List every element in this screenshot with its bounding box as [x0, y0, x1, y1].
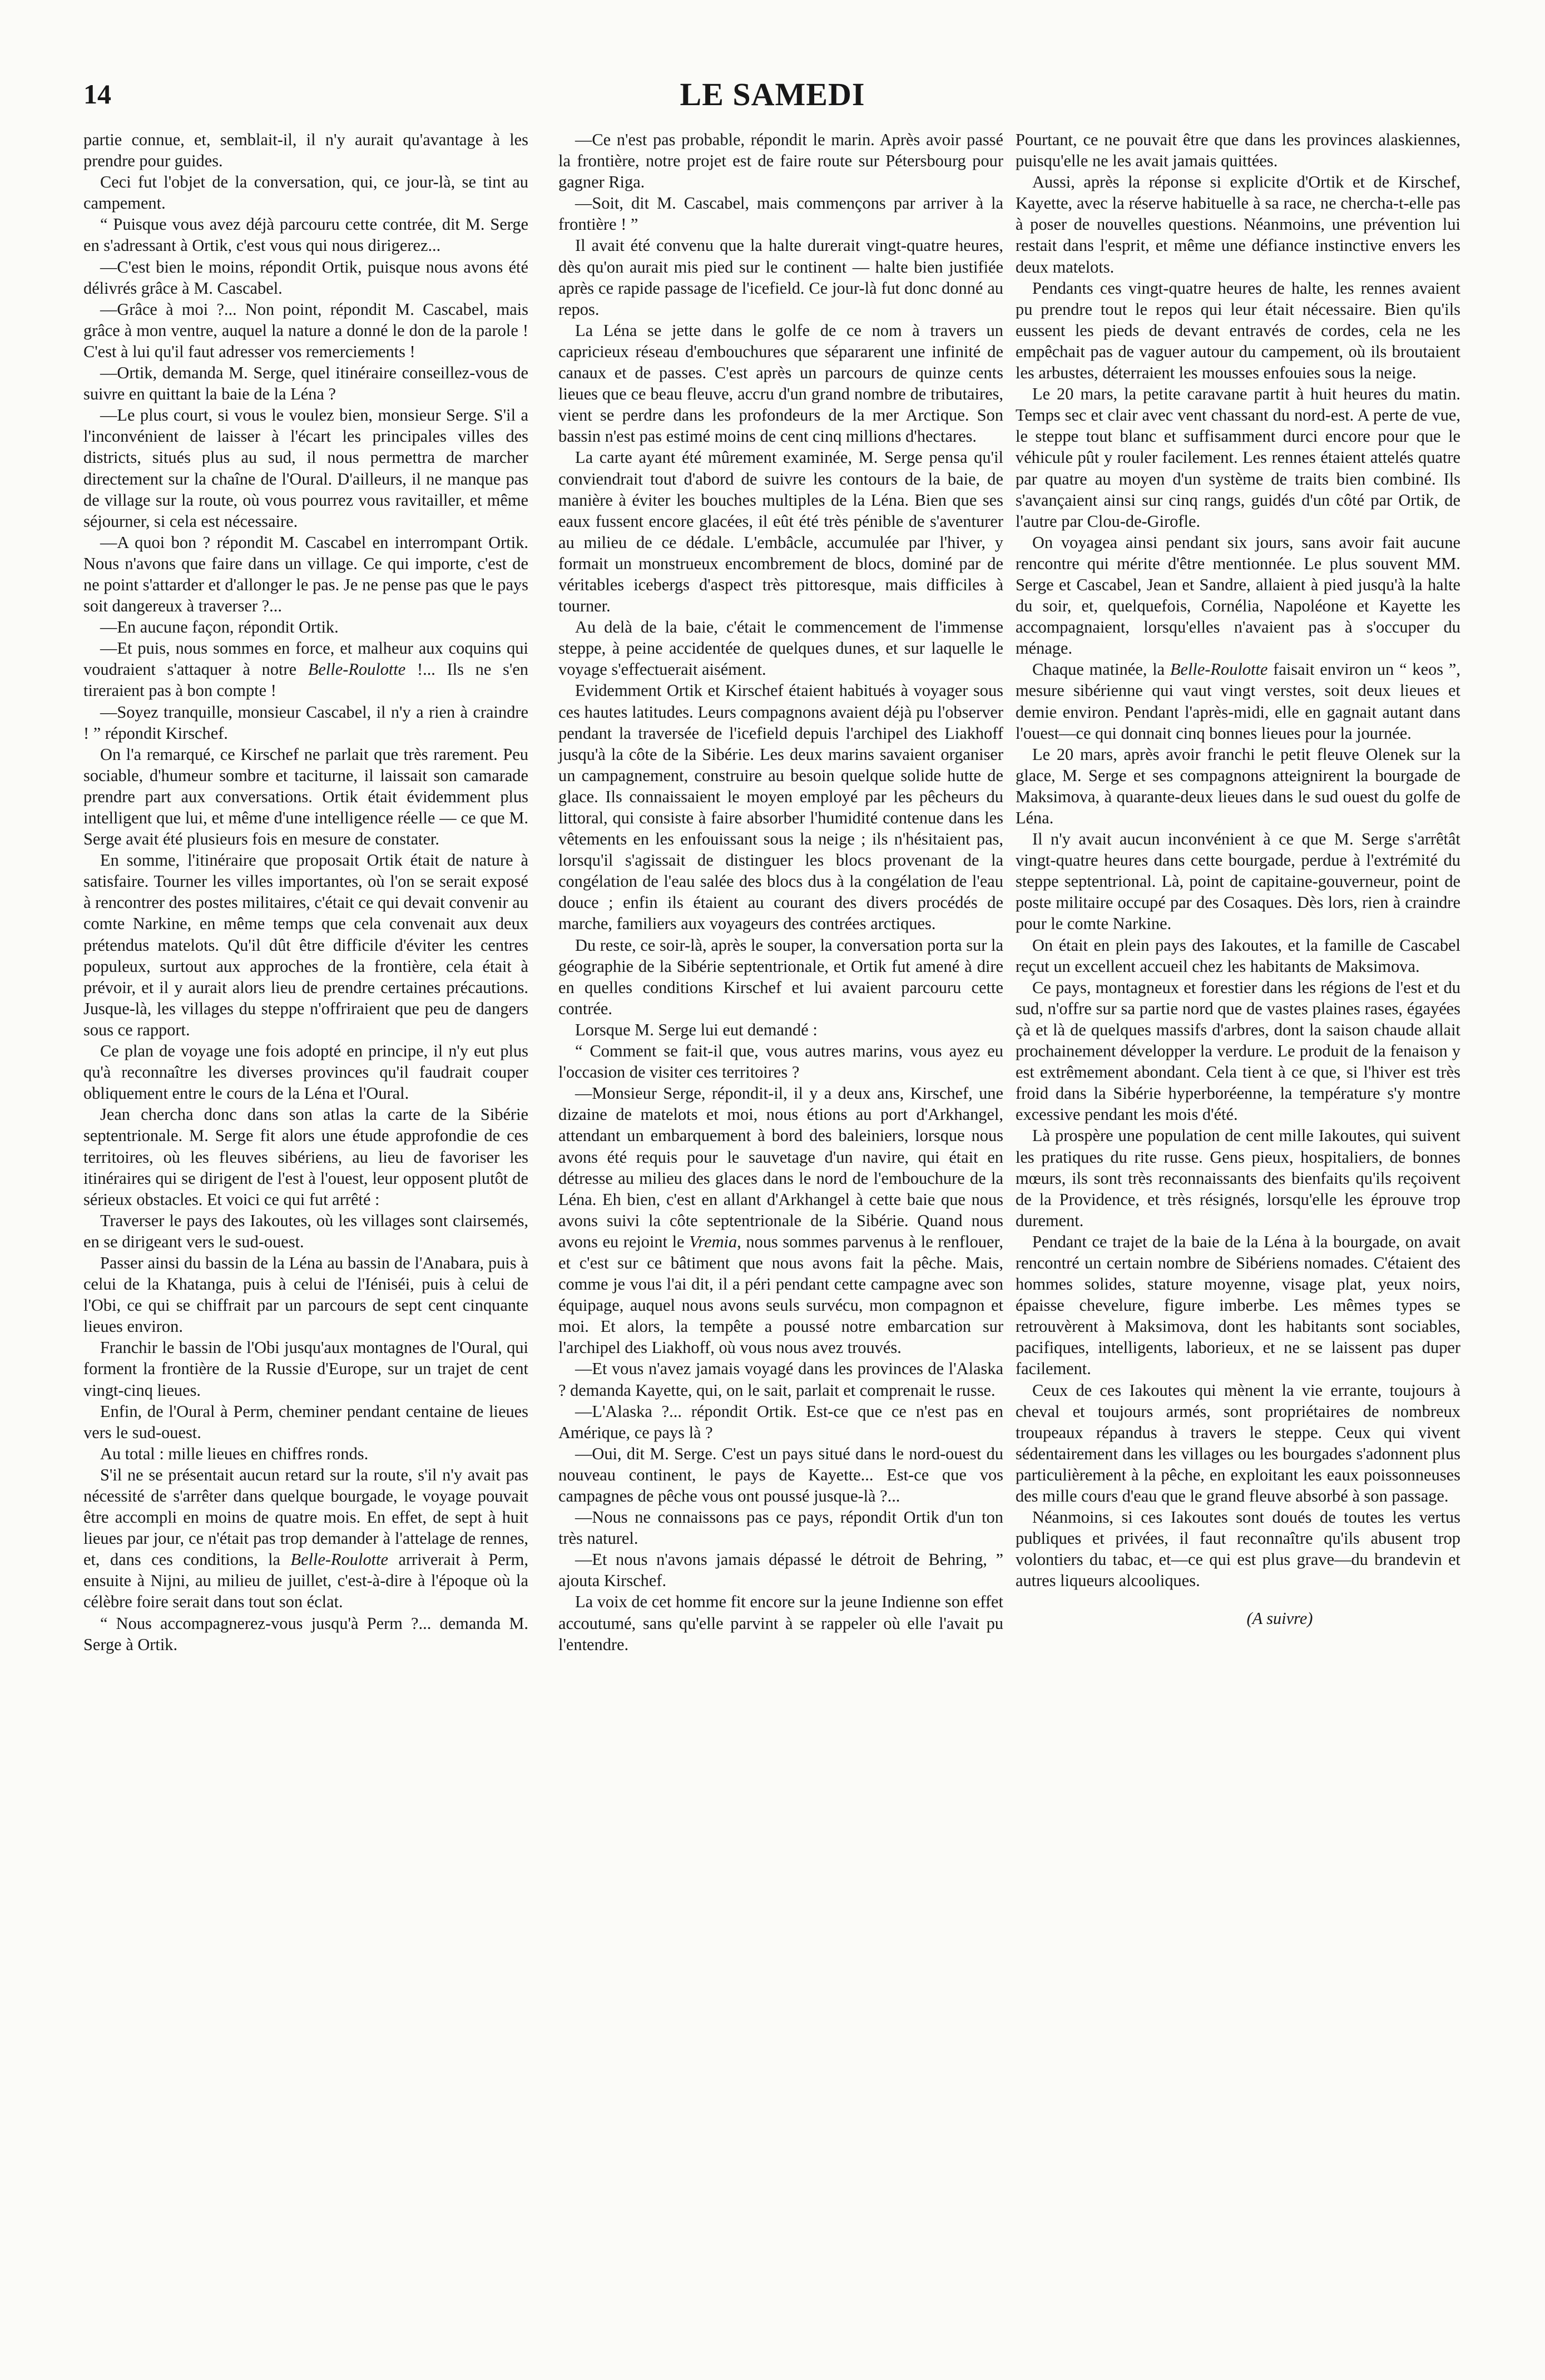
paragraph: —Et vous n'avez jamais voyagé dans les provinces de l'Alaska ? demanda Kayette, qui, on le sait, parlait et comprenait le russe. — [558, 1359, 1003, 1400]
to-be-continued — [1016, 1608, 1460, 1629]
paragraph: Là prospère une population de cent mille Iakoutes, qui suivent les pratiques du rite russe. Gens pieux, hospitaliers, de bonnes mœurs, ils sont très reconnaissants des bienfaits qu'ils reçoivent de la Providence, et très résignés, lorsqu'elle les éprouve trop durement. — [1016, 1126, 1460, 1230]
paragraph: Ce pays, montagneux et forestier dans les régions de l'est et du sud, n'offre sur sa partie nord que de vastes plaines rases, égayées çà et là de quelques massifs d'arbres, dont la saison chaude allait prochainement développer la verdure. Le produit de la fenaison y est extrêmement abondant. Cela tient à ce que, si l'hiver est très froid dans la Sibérie hyperboréenne, la température s'y montre excessive pendant les mois d'été. — [1016, 977, 1460, 1124]
paragraph: —Grâce à moi ?... Non point, répondit M. Cascabel, mais grâce à mon ventre, auquel la nature a donné le don de la parole ! C'est à lui qu'il faut adresser vos remerciements ! — [83, 299, 528, 361]
paragraph: “ Nous accompagnerez-vous jusqu'à Perm ?... demanda M. Serge à Ortik. — [83, 1613, 528, 1654]
page-number: 14 — [83, 78, 111, 110]
paragraph: Néanmoins, si ces Iakoutes sont doués de toutes les vertus publiques et privées, il faut reconnaître qu'ils abusent trop volontiers du tabac, et—ce qui est plus grave—du brandevin et autres liqueurs alcooliques. — [1016, 1508, 1460, 1591]
paragraph: —Ce n'est pas probable, répondit le marin. Après avoir passé la frontière, notre projet est de faire route sur Pétersbourg pour gagner Riga. — [558, 130, 1003, 192]
paragraph: Passer ainsi du bassin de la Léna au bassin de l'Anabara, puis à celui de la Khatanga, puis à celui de l'Iéniséi, puis à celui de l'Obi, ce qui se chiffrait par un parcours de sept cent cinquante lieues environ. — [83, 1253, 528, 1336]
paragraph: Enfin, de l'Oural à Perm, cheminer pendant centaine de lieues vers le sud-ouest. — [83, 1401, 528, 1442]
paragraph: “ Puisque vous avez déjà parcouru cette contrée, dit M. Serge en s'adressant à Ortik, c'est vous qui nous dirigerez... — [83, 215, 528, 255]
paragraph: —Et nous n'avons jamais dépassé le détroit de Behring, ” ajouta Kirschef. — [558, 1550, 1003, 1591]
paragraph: Pendant ce trajet de la baie de la Léna à la bourgade, on avait rencontré un certain nombre de Sibériens nomades. C'étaient des hommes solides, stature moyenne, visage plat, yeux noirs, épaisse chevelure, figure imberbe. Les mêmes types se retrouvèrent à Maksimova, dont les habitants sont sociables, pacifiques, intelligents, laborieux, et ne se laissent pas duper facilement. — [1016, 1232, 1460, 1379]
paragraph: —En aucune façon, répondit Ortik. — [100, 618, 339, 637]
text-column-3 — [1016, 129, 1460, 2327]
paragraph: “ Comment se fait-il que, vous autres marins, vous ayez eu l'occasion de visiter ces territoires ? — [558, 1041, 1003, 1082]
paragraph: On était en plein pays des Iakoutes, et la famille de Cascabel reçut un excellent accueil chez les habitants de Maksimova. — [1016, 935, 1460, 976]
paragraph: —C'est bien le moins, répondit Ortik, puisque nous avons été délivrés grâce à M. Cascabel. — [83, 257, 528, 298]
paragraph: partie connue, et, semblait-il, il n'y aurait qu'avantage à les prendre pour guides. — [83, 130, 528, 171]
paragraph: —Ortik, demanda M. Serge, quel itinéraire conseillez-vous de suivre en quittant la baie de la Léna ? — [83, 363, 528, 404]
paragraph: Au delà de la baie, c'était le commencement de l'immense steppe, à peine accidentée de quelques dunes, et sur laquelle le voyage s'effectuerait aisément. — [558, 618, 1003, 679]
paragraph: —Le plus court, si vous le voulez bien, monsieur Serge. S'il a l'inconvénient de laisser à l'écart les principales villes des districts, situés plus au sud, il nous permettra de marcher directement sur la chaîne de l'Oural. D'ailleurs, il ne manque pas de village sur la route, où vous pourrez vous ravitailler, et même séjourner, si cela est nécessaire. — [83, 406, 528, 531]
publication-title: LE SAMEDI — [680, 76, 865, 112]
paragraph: —Monsieur Serge, répondit-il, il y a deux ans, Kirschef, une dizaine de matelots et moi, nous étions au port d'Arkhangel, attendant un embarquement à bord des baleiniers, lorsque nous avons été requis pour le sauvetage d'un navire, qui était en détresse au milieu des glaces dans le nord de l'embouchure de la Léna. Eh bien, c'est en allant d'Arkhangel à cette baie que nous avons suivi la côte septentrionale de la Sibérie. Quand nous avons eu rejoint le Vremia, nous sommes parvenus à le renflouer, et c'est sur ce bâtiment que nous avons fait la pêche. Mais, comme je vous l'ai dit, il a péri pendant cette campagne avec son équipage, auquel nous avons seuls survécu, mon compagnon et moi. Et alors, la tempête a poussé notre embarcation sur l'archipel des Liakhoff, où vous nous avez trouvés. — [558, 1084, 1003, 1357]
paragraph: Du reste, ce soir-là, après le souper, la conversation porta sur la géographie de la Sibérie septentrionale, et Ortik fut amené à dire en quelles conditions Kirschef et lui avaient parcouru cette contrée. — [558, 935, 1003, 1018]
paragraph: Ce plan de voyage une fois adopté en principe, il n'y eut plus qu'à reconnaître les diverses provinces qu'il faudrait couper obliquement entre le cours de la Léna et l'Oural. — [83, 1041, 528, 1103]
paragraph: Traverser le pays des Iakoutes, où les villages sont clairsemés, en se dirigeant vers le sud-ouest. — [83, 1211, 528, 1251]
paragraph: Il n'y avait aucun inconvénient à ce que M. Serge s'arrêtât vingt-quatre heures dans cette bourgade, perdue à l'extrémité du steppe septentrional. Là, point de capitaine-gouverneur, point de poste militaire occupé par des Cosaques. Dès lors, rien à craindre pour le comte Narkine. — [1016, 829, 1460, 934]
paragraph: —Soyez tranquille, monsieur Cascabel, il n'y a rien à craindre ! ” répondit Kirschef. — [83, 702, 528, 743]
paragraph: —Soit, dit M. Cascabel, mais commençons par arriver à la frontière ! ” — [558, 194, 1003, 234]
text-column-2 — [558, 129, 1003, 2327]
paragraph: Ceci fut l'objet de la conversation, qui, ce jour-là, se tint au campement. — [83, 172, 528, 213]
paragraph: Jean chercha donc dans son atlas la carte de la Sibérie septentrionale. M. Serge fit alors une étude approfondie de ces territoires, où les fleuves sibériens, au lieu de favoriser les itinéraires qui se dirigent de l'est à l'ouest, leur opposent plutôt de sérieux obstacles. Et voici ce qui fut arrêté : — [83, 1105, 528, 1209]
paragraph: —Oui, dit M. Serge. C'est un pays situé dans le nord-ouest du nouveau continent, le pays de Kayette... Est-ce que vos campagnes de pêche vous ont poussé jusque-là ?... — [558, 1444, 1003, 1505]
paragraph: La Léna se jette dans le golfe de ce nom à travers un capricieux réseau d'embouchures que sépararent une infinité de canaux et de passes. C'est après un parcours de quinze cents lieues que ce beau fleuve, accru d'un grand nombre de tributaires, vient se perdre dans les profondeurs de la mer Arctique. Son bassin n'est pas estimé moins de cent cinq millions d'hectares. — [558, 320, 1003, 446]
paragraph: Le 20 mars, la petite caravane partit à huit heures du matin. Temps sec et clair avec vent chassant du nord-est. A perte de vue, le steppe tout blanc et suffisamment durci encore pour que le véhicule pût y rouler facilement. Les rennes étaient attelés quatre par quatre au moyen d'un système de traits bien combiné. Ils s'avançaient ainsi sur cinq rangs, guidés d'un côté par Ortik, de l'autre par Clou-de-Girofle. — [1016, 384, 1460, 531]
paragraph: Franchir le bassin de l'Obi jusqu'aux montagnes de l'Oural, qui forment la frontière de la Russie d'Europe, sur un trajet de cent vingt-cinq lieues. — [83, 1338, 528, 1400]
paragraph: La carte ayant été mûrement examinée, M. Serge pensa qu'il conviendrait tout d'abord de suivre les contours de la baie, de manière à éviter les bouches multiples de la Léna. Bien que ses eaux fussent encore glacées, il eût été très pénible de s'aventurer au milieu de ce dédale. L'embâcle, accumulée par l'hiver, y formait un monstrueux encombrement de blocs, dominé par de véritables icebergs d'aspect très pittoresque, mais difficiles à tourner. — [558, 448, 1003, 616]
paragraph: On voyagea ainsi pendant six jours, sans avoir fait aucune rencontre qui mérite d'être mentionnée. Le plus souvent MM. Serge et Cascabel, Jean et Sandre, allaient à pied jusqu'à la halte du soir, et, quelquefois, Cornélia, Napoléone et Kayette les accompagnaient, lorsqu'elles n'avaient pas à s'occuper du ménage. — [1016, 532, 1460, 658]
paragraph: En somme, l'itinéraire que proposait Ortik était de nature à satisfaire. Tourner les villes importantes, où l'on se serait exposé à rencontrer des postes militaires, c'était ce qui devait convenir au comte Narkine, en même temps que cela convenait aux deux prétendus matelots. Qu'il dût être difficile d'éviter les centres populeux, surtout aux approches de la frontière, cela était à prévoir, et il y aurait alors lieu de prendre certaines précautions. Jusque-là, les villages du steppe n'offriraient que peu de dangers sous ce rapport. — [83, 851, 528, 1039]
paragraph: Evidemment Ortik et Kirschef étaient habitués à voyager sous ces hautes latitudes. Leurs compagnons avaient déjà pu l'observer pendant la traversée de l'icefield depuis l'archipel des Liakhoff jusqu'à la côte de la Sibérie. Les deux marins savaient organiser un campagnement, construire au besoin quelque solide hutte de glace. Ils connaissaient le moyen employé par les pêcheurs du littoral, qui consiste à faire absorber l'humidité contenue dans les vêtements en les enfouissant sous la neige ; ils n'hésitaient pas, lorsqu'il s'agissait de distinguer les blocs provenant de la congélation de l'eau salée des blocs dus à la congélation de l'eau douce ; enfin ils étaient au courant des divers procédés de marche, familiers aux voyageurs des contrées arctiques. — [558, 681, 1003, 934]
paragraph: Il avait été convenu que la halte durerait vingt-quatre heures, dès qu'on aurait mis pied sur le continent — halte bien justifiée après ce rapide passage de l'icefield. Ce jour-là fut donc donné au repos. — [558, 236, 1003, 319]
paragraph: Pendants ces vingt-quatre heures de halte, les rennes avaient pu prendre tout le repos qui leur était nécessaire. Bien qu'ils eussent les pieds de devant entravés de cordes, cela ne les empêchait pas de vaguer autour du campement, où ils broutaient les arbustes, déterraient les mousses enfouies sous la neige. — [1016, 278, 1460, 383]
paragraph: Au total : mille lieues en chiffres ronds. — [100, 1444, 369, 1463]
paragraph: Aussi, après la réponse si explicite d'Ortik et de Kirschef, Kayette, avec la réserve habituelle à sa race, ne chercha-t-elle pas à poser de nouvelles questions. Néanmoins, une prévention lui restait dans l'esprit, et même une défiance instinctive envers les deux matelots. — [1016, 172, 1460, 276]
paragraph: Pourtant, ce ne pouvait être que dans les provinces alaskiennes, puisqu'elle ne les avait jamais quittées. — [1016, 130, 1460, 171]
paragraph: Lorsque M. Serge lui eut demandé : — [575, 1020, 818, 1039]
paragraph: S'il ne se présentait aucun retard sur la route, s'il n'y avait pas nécessité de s'arrêter dans quelque bourgade, le voyage pouvait être accompli en moins de quatre mois. En effet, de sept à huit lieues par jour, ce n'était pas trop demander à l'attelage de rennes, et, dans ces conditions, la Belle-Roulotte arriverait à Perm, ensuite à Nijni, au milieu de juillet, c'est-à-dire à l'époque où la célèbre foire serait dans tout son éclat. — [83, 1465, 528, 1612]
paragraph: Chaque matinée, la Belle-Roulotte faisait environ un “ keos ”, mesure sibérienne qui vaut vingt verstes, soit deux lieues et demie environ. Pendant l'après-midi, elle en gagnait autant dans l'ouest—ce qui donnait cinq bonnes lieues pour la journée. — [1016, 660, 1460, 743]
paragraph: —L'Alaska ?... répondit Ortik. Est-ce que ce n'est pas en Amérique, ce pays là ? — [558, 1401, 1003, 1442]
to-be-continued-text: (A suivre) — [1246, 1609, 1313, 1628]
paragraph: Ceux de ces Iakoutes qui mènent la vie errante, toujours à cheval et toujours armés, sont propriétaires de nombreux troupeaux répandus à travers le steppe. Ceux qui vivent sédentairement dans les villages ou les bourgades s'adonnent plus particulièrement à la pêche, en exploitant les eaux poissonneuses des mille cours d'eau que le grand fleuve absorbé à son passage. — [1016, 1380, 1460, 1505]
text-column-1 — [83, 129, 528, 2327]
paragraph: La voix de cet homme fit encore sur la jeune Indienne son effet accoutumé, sans qu'elle parvint à se rappeler où elle l'avait pu l'entendre. — [558, 1592, 1003, 1654]
paragraph: Le 20 mars, après avoir franchi le petit fleuve Olenek sur la glace, M. Serge et ses compagnons atteignirent la bourgade de Maksimova, à quarante-deux lieues dans le sud ouest du golfe de Léna. — [1016, 744, 1460, 827]
paragraph: On l'a remarqué, ce Kirschef ne parlait que très rarement. Peu sociable, d'humeur sombre et taciturne, il laissait son camarade prendre part aux conversations. Ortik était évidemment plus intelligent que lui, et même d'une intelligence réelle — ce que M. Serge avait été plusieurs fois en mesure de constater. — [83, 744, 528, 849]
paragraph: —A quoi bon ? répondit M. Cascabel en interrompant Ortik. Nous n'avons que faire dans un village. Ce qui importe, c'est de ne point s'attarder et d'allonger le pas. Je ne pense pas que le pays soit dangereux à traverser ?... — [83, 532, 528, 616]
paragraph: —Nous ne connaissons pas ce pays, répondit Ortik d'un ton très naturel. — [558, 1508, 1003, 1548]
paragraph: —Et puis, nous sommes en force, et malheur aux coquins qui voudraient s'attaquer à notre Belle-Roulotte !... Ils ne s'en tireraient pas à bon compte ! — [83, 639, 528, 700]
